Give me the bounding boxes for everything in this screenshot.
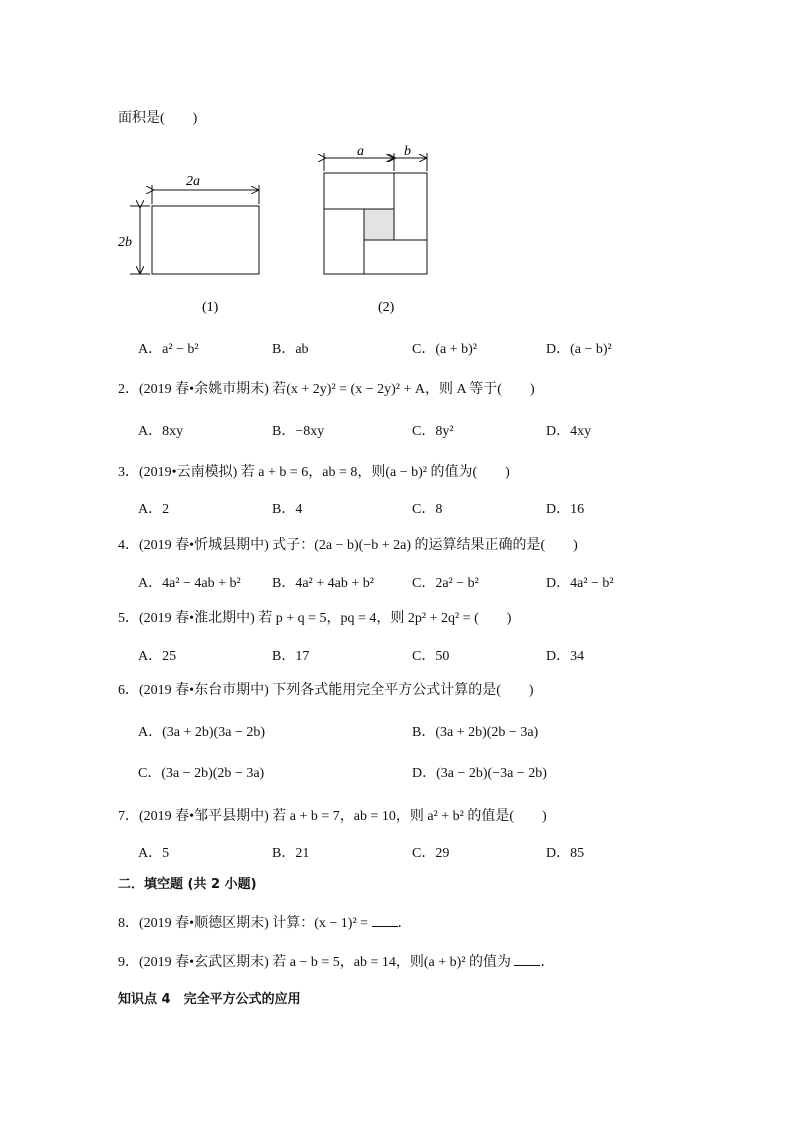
q6-option-b[interactable]: B．(3a + 2b)(2b − 3a) bbox=[412, 725, 539, 740]
q9-end: ． bbox=[540, 955, 555, 970]
q7-option-b[interactable]: B．21 bbox=[272, 846, 310, 861]
question-intro: 面积是( ) bbox=[118, 111, 198, 126]
q1-option-a[interactable]: A．a² − b² bbox=[138, 342, 199, 357]
q6-option-d[interactable]: D．(3a − 2b)(−3a − 2b) bbox=[412, 766, 547, 781]
q3-option-b[interactable]: B．4 bbox=[272, 502, 303, 517]
fig1-caption: (1) bbox=[202, 300, 219, 315]
q8-answer-blank[interactable] bbox=[372, 914, 398, 927]
q8-end: ． bbox=[397, 916, 412, 931]
q3-option-d[interactable]: D．16 bbox=[546, 502, 585, 517]
section-heading-knowledge-point-4: 知识点 4 完全平方公式的应用 bbox=[118, 992, 301, 1007]
q4-stem: 4．(2019 春•忻城县期中) 式子：(2a − b)(−b + 2a) 的运算结果正确的是( ) bbox=[118, 538, 578, 553]
fig1-top-label: 2a bbox=[186, 174, 200, 189]
q4-option-d[interactable]: D．4a² − b² bbox=[546, 576, 614, 591]
q1-option-d[interactable]: D．(a − b)² bbox=[546, 342, 612, 357]
q3-option-c[interactable]: C．8 bbox=[412, 502, 443, 517]
q9-line bbox=[118, 951, 554, 971]
figure-2-squares bbox=[324, 144, 427, 315]
q7-option-d[interactable]: D．85 bbox=[546, 846, 585, 861]
section-heading-fill-in: 二．填空题 (共 2 小题) bbox=[118, 877, 257, 892]
q5-option-a[interactable]: A．25 bbox=[138, 649, 177, 664]
fig2-caption: (2) bbox=[378, 300, 395, 315]
q3-stem: 3．(2019•云南模拟) 若 a + b = 6，ab = 8，则(a − b)² 的值为( ) bbox=[118, 465, 510, 480]
q5-option-c[interactable]: C．50 bbox=[412, 649, 450, 664]
q2-option-b[interactable]: B．−8xy bbox=[272, 424, 325, 439]
q8-line bbox=[118, 912, 412, 932]
q2-option-d[interactable]: D．4xy bbox=[546, 424, 592, 439]
q9-stem: 9．(2019 春•玄武区期末) 若 a − b = 5，ab = 14，则(a + b)² 的值为 bbox=[118, 955, 511, 970]
q4-option-c[interactable]: C．2a² − b² bbox=[412, 576, 479, 591]
q8-stem: 8．(2019 春•顺德区期末) 计算：(x − 1)² = bbox=[118, 916, 369, 931]
q5-option-b[interactable]: B．17 bbox=[272, 649, 310, 664]
q1-option-b[interactable]: B．ab bbox=[272, 342, 309, 357]
q4-option-a[interactable]: A．4a² − 4ab + b² bbox=[138, 576, 241, 591]
q3-option-a[interactable]: A．2 bbox=[138, 502, 170, 517]
q7-option-a[interactable]: A．5 bbox=[138, 846, 170, 861]
figure-1-rectangle bbox=[118, 174, 259, 315]
q7-option-c[interactable]: C．29 bbox=[412, 846, 450, 861]
q5-stem: 5．(2019 春•淮北期中) 若 p + q = 5，pq = 4，则 2p² + 2q² = ( ) bbox=[118, 611, 512, 626]
figure-diagrams bbox=[0, 0, 794, 330]
fig2-label-b: b bbox=[404, 144, 411, 159]
q7-stem: 7．(2019 春•邹平县期中) 若 a + b = 7，ab = 10，则 a² + b² 的值是( ) bbox=[118, 809, 547, 824]
q2-option-a[interactable]: A．8xy bbox=[138, 424, 184, 439]
q4-option-b[interactable]: B．4a² + 4ab + b² bbox=[272, 576, 374, 591]
shaded-square bbox=[364, 209, 394, 240]
fig1-side-label: 2b bbox=[118, 235, 132, 250]
q6-option-c[interactable]: C．(3a − 2b)(2b − 3a) bbox=[138, 766, 265, 781]
q5-option-d[interactable]: D．34 bbox=[546, 649, 585, 664]
q2-stem: 2．(2019 春•余姚市期末) 若(x + 2y)² = (x − 2y)² + A，则 A 等于( ) bbox=[118, 382, 535, 397]
q1-option-c[interactable]: C．(a + b)² bbox=[412, 342, 477, 357]
q6-stem: 6．(2019 春•东台市期中) 下列各式能用完全平方公式计算的是( ) bbox=[118, 683, 534, 698]
q2-option-c[interactable]: C．8y² bbox=[412, 424, 454, 439]
q9-answer-blank[interactable] bbox=[514, 953, 540, 966]
fig2-label-a: a bbox=[357, 144, 364, 159]
q6-option-a[interactable]: A．(3a + 2b)(3a − 2b) bbox=[138, 725, 265, 740]
